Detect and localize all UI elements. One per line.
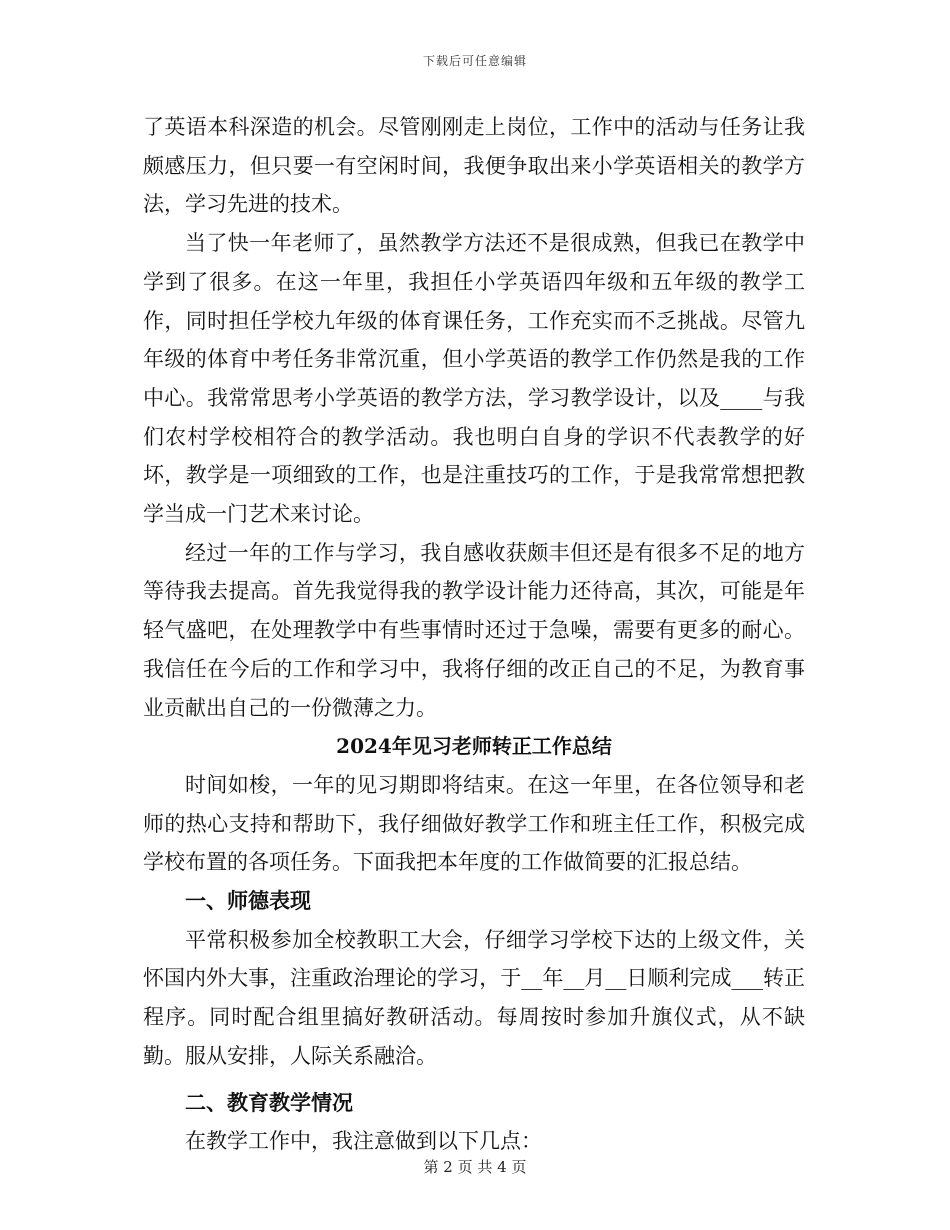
paragraph-self-reflection: 经过一年的工作与学习，我自感收获颇丰但还是有很多不足的地方等待我去提高。首先我觉得我的教学设计能力还待高，其次，可能是年轻气盛吧，在处理教学中有些事情时还过于急噪，需要有更多的耐心。我信任在今后的工作和学习中，我将仔细的改正自己的不足，为教育事业贡献出自己的一份微薄之力。 [143, 540, 805, 720]
page-footer: 第 2 页 共 4 页 [423, 1158, 527, 1176]
paragraph-teaching-experience: 当了快一年老师了，虽然教学方法还不是很成熟，但我已在教学中学到了很多。在这一年里，我担任小学英语四年级和五年级的教学工作，同时担任学校九年级的体育课任务，工作充实而不乏挑战。尽管九年级的体育中考任务非常沉重，但小学英语的教学工作仍然是我的工作中心。我常常思考小学英语的教学方法，学习教学设计，以及____与我们农村学校相符合的教学活动。我也明白自身的学识不代表教学的好坏，教学是一项细致的工作，也是注重技巧的工作，于是我常常想把教学当成一门艺术来讨论。 [143, 231, 805, 527]
document-title: 2024年见习老师转正工作总结 [336, 734, 612, 759]
section-heading-ethics: 一、师德表现 [185, 888, 311, 914]
paragraph-ethics: 平常积极参加全校教职工大会，仔细学习学校下达的上级文件，关怀国内外大事，注重政治理论的学习，于__年__月__日顺利完成___转正程序。同时配合组里搞好教研活动。每周按时参加升旗仪式，从不缺勤。服从安排，人际关系融洽。 [143, 927, 805, 1068]
paragraph-teaching-points: 在教学工作中，我注意做到以下几点： [185, 1129, 542, 1154]
section-heading-teaching: 二、教育教学情况 [185, 1089, 353, 1115]
paragraph-intro: 时间如梭，一年的见习期即将结束。在这一年里，在各位领导和老师的热心支持和帮助下，我仔细做好教学工作和班主任工作，积极完成学校布置的各项任务。下面我把本年度的工作做简要的汇报总结。 [143, 772, 805, 875]
paragraph-continued: 了英语本科深造的机会。尽管刚刚走上岗位，工作中的活动与任务让我颇感压力，但只要一有空闲时间，我便争取出来小学英语相关的教学方法，学习先进的技术。 [143, 115, 805, 217]
document-body [143, 108, 805, 1161]
page-header: 下载后可任意编辑 [422, 54, 527, 68]
